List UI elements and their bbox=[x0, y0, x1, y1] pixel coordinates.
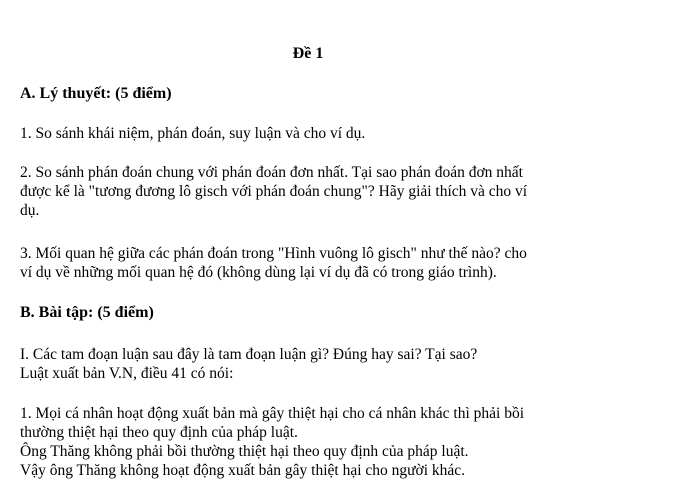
exercise-item-1-line: thường thiệt hại theo quy định của pháp luật. bbox=[20, 424, 298, 441]
question-3-line: 3. Mối quan hệ giữa các phán đoán trong "Hình vuông lô gisch" như thế nào? cho bbox=[20, 245, 527, 262]
exercise-item-1-line: Vậy ông Thăng không hoạt động xuất bản gây thiệt hại cho người khác. bbox=[20, 462, 466, 479]
exercise-item-1-line: 1. Mọi cá nhân hoạt động xuất bản mà gây thiệt hại cho cá nhân khác thì phải bồi bbox=[20, 405, 525, 422]
exercise-intro-line: Luật xuất bản V.N, điều 41 có nói: bbox=[20, 365, 234, 382]
section-b-heading: B. Bài tập: (5 điểm) bbox=[20, 304, 154, 321]
question-2-line: 2. So sánh phán đoán chung với phán đoán đơn nhất. Tại sao phán đoán đơn nhất bbox=[20, 164, 523, 181]
document-title: Đề 1 bbox=[292, 45, 324, 62]
section-a-heading: A. Lý thuyết: (5 điểm) bbox=[20, 85, 172, 102]
question-3 bbox=[20, 244, 600, 282]
exercise-item-1 bbox=[20, 404, 600, 480]
question-2-line: dụ. bbox=[20, 202, 40, 219]
question-1-line: 1. So sánh khái niệm, phán đoán, suy luận và cho ví dụ. bbox=[20, 125, 366, 142]
question-1 bbox=[20, 124, 600, 143]
question-3-line: ví dụ về những mối quan hệ đó (không dùng lại ví dụ đã có trong giáo trình). bbox=[20, 264, 497, 281]
exercise-intro-line: I. Các tam đoạn luận sau đây là tam đoạn luận gì? Đúng hay sai? Tại sao? bbox=[20, 346, 478, 363]
exercise-intro bbox=[20, 345, 600, 383]
exercise-item-1-line: Ông Thăng không phải bồi thường thiệt hại theo quy định của pháp luật. bbox=[20, 443, 469, 460]
question-2 bbox=[20, 163, 600, 220]
question-2-line: được kể là "tương đương lô gisch với phán đoán chung"? Hãy giải thích và cho ví bbox=[20, 183, 528, 200]
